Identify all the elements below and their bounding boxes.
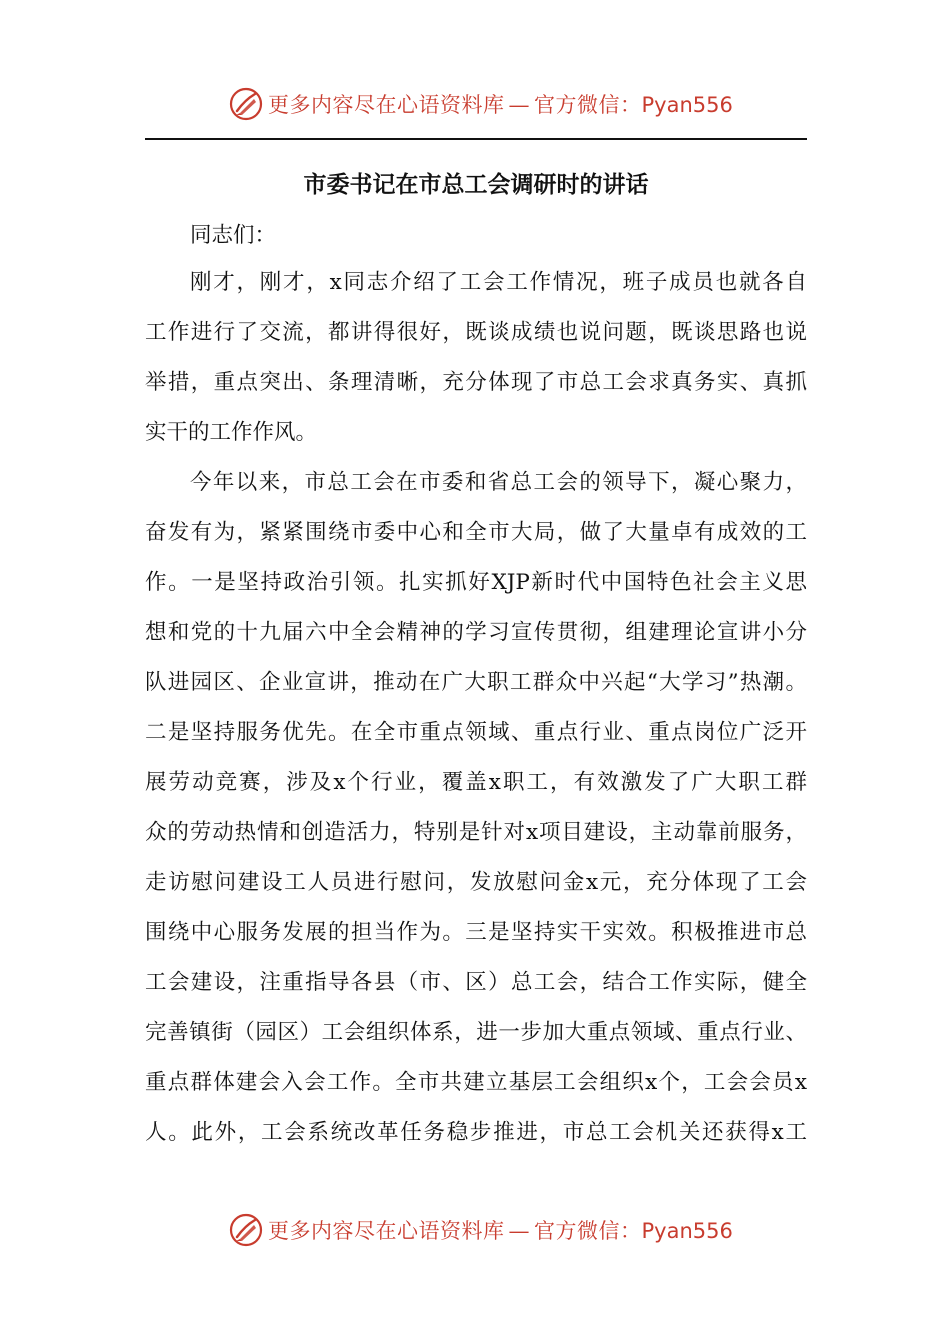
footer-banner: [0, 1210, 950, 1250]
paragraph-line: 人。此外，工会系统改革任务稳步推进，市总工会机关还获得x工: [145, 1120, 807, 1145]
banner-site-text: 更多内容尽在心语资料库: [268, 93, 505, 117]
paragraph-line: 想和党的十九届六中全会精神的学习宣传贯彻，组建理论宣讲小分: [145, 620, 807, 645]
paragraph-line: 工作进行了交流，都讲得很好，既谈成绩也说问题，既谈思路也说: [145, 320, 807, 345]
document-title: 市委书记在市总工会调研时的讲话: [303, 172, 649, 198]
salutation: 同志们：: [190, 223, 277, 248]
paragraph-line: 实干的工作作风。: [145, 420, 318, 445]
banner-account: Pyan556: [641, 93, 733, 117]
paragraph-line: 举措，重点突出、条理清晰，充分体现了市总工会求真务实、真抓: [145, 370, 807, 395]
paragraph-line: 刚才，刚才，x同志介绍了工会工作情况，班子成员也就各自: [190, 270, 807, 295]
banner-wechat-label: 官方微信：: [534, 93, 642, 117]
paragraph-line: 重点群体建会入会工作。全市共建立基层工会组织x个，工会会员x: [145, 1070, 807, 1095]
paragraph-line: 众的劳动热情和创造活力，特别是针对x项目建设，主动靠前服务，: [145, 820, 807, 845]
banner-wechat-label: 官方微信：: [534, 1219, 642, 1243]
paragraph-line: 工会建设，注重指导各县（市、区）总工会，结合工作实际，健全: [145, 970, 807, 995]
paragraph-line: 展劳动竞赛，涉及x个行业，覆盖x职工，有效激发了广大职工群: [145, 770, 807, 795]
paragraph-line: 走访慰问建设工人员进行慰问，发放慰问金x元，充分体现了工会: [145, 870, 807, 895]
paragraph-line: 二是坚持服务优先。在全市重点领域、重点行业、重点岗位广泛开: [145, 720, 807, 745]
paragraph-line: 完善镇街（园区）工会组织体系，进一步加大重点领域、重点行业、: [145, 1020, 807, 1045]
pen-logo-icon: [228, 1212, 264, 1248]
banner-separator: —: [508, 1219, 530, 1243]
paragraph-line: 队进园区、企业宣讲，推动在广大职工群众中兴起“大学习”热潮。: [145, 670, 807, 695]
banner-text: [268, 89, 733, 119]
banner-text: [268, 1215, 733, 1245]
header-divider: [145, 138, 807, 140]
pen-logo-icon: [228, 86, 264, 122]
paragraph-line: 今年以来，市总工会在市委和省总工会的领导下，凝心聚力，: [190, 470, 807, 495]
banner-site-text: 更多内容尽在心语资料库: [268, 1219, 505, 1243]
paragraph-line: 奋发有为，紧紧围绕市委中心和全市大局，做了大量卓有成效的工: [145, 520, 807, 545]
paragraph-line: 作。一是坚持政治引领。扎实抓好XJP新时代中国特色社会主义思: [145, 570, 807, 595]
paragraph-line: 围绕中心服务发展的担当作为。三是坚持实干实效。积极推进市总: [145, 920, 807, 945]
banner-account: Pyan556: [641, 1219, 733, 1243]
header-banner: [0, 84, 950, 124]
banner-separator: —: [508, 93, 530, 117]
